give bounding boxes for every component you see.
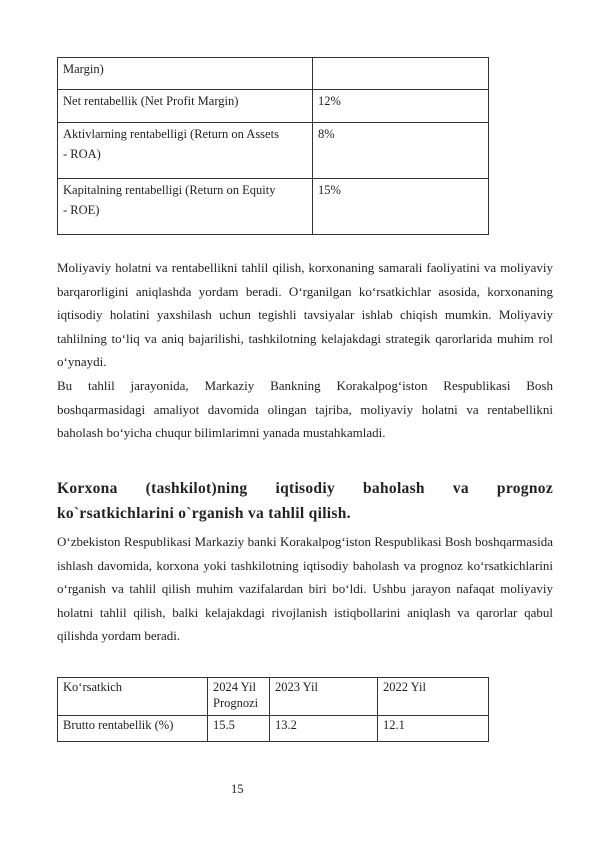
table-cell-label: Aktivlarning rentabelligi (Return on Assets - ROA) <box>58 123 313 179</box>
page-number: 15 <box>231 782 244 796</box>
table-cell-value: 12% <box>313 90 489 123</box>
table-row <box>58 179 489 235</box>
table-cell-value <box>313 58 489 90</box>
table-row <box>58 716 489 742</box>
table-header-cell: 2023 Yil <box>270 678 378 716</box>
table-row <box>58 58 489 90</box>
table-cell: 12.1 <box>378 716 489 742</box>
table-cell: Brutto rentabellik (%) <box>58 716 208 742</box>
ratios-table <box>57 57 489 235</box>
table-cell-value: 8% <box>313 123 489 179</box>
table-cell: 15.5 <box>208 716 270 742</box>
table-cell-label: Kapitalning rentabelligi (Return on Equity - ROE) <box>58 179 313 235</box>
paragraph-analysis-summary: Moliyaviy holatni va rentabellikni tahlil qilish, korxonaning samarali faoliyatini va moliyaviy barqarorligini aniqlashda yordam beradi. O‘rganilgan ko‘rsatkichlar asosida, korxonaning iqtisodiy holatini yaxshilash uchun tegishli tavsiyalar ishlab chiqish mumkin. Moliyaviy tahlilning to‘liq va aniq bajarilishi, tashkilotning kelajakdagi strategik qarorlarida muhim rol o‘ynaydi. <box>57 260 553 369</box>
section-heading: Korxona (tashkilot)ning iqtisodiy baholash va prognoz ko`rsatkichlarini o`rganish va tahlil qilish. <box>57 480 553 522</box>
forecast-table <box>57 677 489 742</box>
paragraph-experience: Bu tahlil jarayonida, Markaziy Bankning Korakalpog‘iston Respublikasi Bosh boshqarmasidagi amaliyot davomida olingan tajriba, moliyaviy holatni va rentabellikni baholash bo‘yicha chuqur bilimlarimni yanada mustahkamladi. <box>57 378 553 440</box>
table-header-cell: 2024 Yil Prognozi <box>208 678 270 716</box>
table-header-cell: 2022 Yil <box>378 678 489 716</box>
table-header-cell: Ko‘rsatkich <box>58 678 208 716</box>
paragraph-forecast-intro: O‘zbekiston Respublikasi Markaziy banki Korakalpog‘iston Respublikasi Bosh boshqarmasida ishlash davomida, korxona yoki tashkilotning iqtisodiy baholash va prognoz ko‘rsatkichlarini o‘rganish va tahlil qilish muhim vazifalardan biri bo‘ldi. Ushbu jarayon nafaqat moliyaviy holatni tahlil qilish, balki kelajakdagi rivojlanish istiqbollarini aniqlash va qarorlar qabul qilishda yordam beradi. <box>57 534 553 643</box>
table-row <box>58 90 489 123</box>
table-cell: 13.2 <box>270 716 378 742</box>
table-cell-label: Margin) <box>58 58 313 90</box>
table-cell-label: Net rentabellik (Net Profit Margin) <box>58 90 313 123</box>
table-cell-value: 15% <box>313 179 489 235</box>
table-header-row <box>58 678 489 716</box>
table-row <box>58 123 489 179</box>
